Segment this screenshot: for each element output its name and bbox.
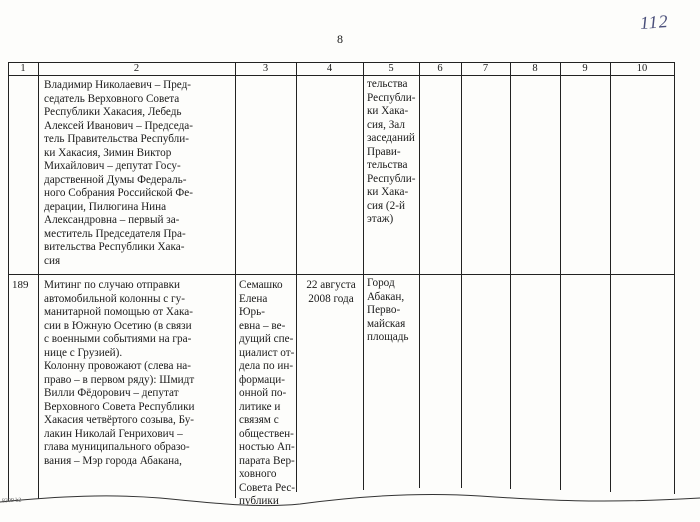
cell-line: этаж) bbox=[367, 213, 419, 227]
col-divider-1 bbox=[38, 62, 39, 500]
cell-line: ки Хакасия, Зимин Виктор bbox=[44, 147, 230, 161]
cell-line: дарственной Думы Федераль- bbox=[44, 174, 230, 188]
cell-line: формаци- bbox=[239, 374, 296, 388]
cell-line: манитарной помощью от Хака- bbox=[44, 306, 230, 320]
header-bottom-border bbox=[8, 75, 674, 76]
cell-line: дущий спе- bbox=[239, 333, 296, 347]
cell-line: седатель Верховного Совета bbox=[44, 93, 230, 107]
cell-line: дела по ин- bbox=[239, 360, 296, 374]
cell-line: публики bbox=[239, 495, 296, 509]
row-separator bbox=[8, 274, 674, 275]
col-header-1: 1 bbox=[8, 63, 38, 74]
cell-line: вания – Мэр города Абакана, bbox=[44, 455, 230, 469]
cell-line: Михайлович – депутат Госу- bbox=[44, 160, 230, 174]
cell-line: Совета Рес- bbox=[239, 482, 296, 496]
cell-line: Республи- bbox=[367, 173, 419, 187]
cell-line: 2008 года bbox=[300, 293, 362, 307]
cell-line: литике и bbox=[239, 401, 296, 415]
cell-line: Алексей Иванович – Председа- bbox=[44, 120, 230, 134]
cell-line: онной по- bbox=[239, 387, 296, 401]
cell-line: тельства bbox=[367, 159, 419, 173]
col-header-5: 5 bbox=[363, 63, 419, 74]
cell-line: циалист от- bbox=[239, 347, 296, 361]
col-header-9: 9 bbox=[560, 63, 610, 74]
col-header-6: 6 bbox=[419, 63, 461, 74]
cell-line: автомобильной колонны с гу- bbox=[44, 293, 230, 307]
cell-line: меститель Председателя Пра- bbox=[44, 228, 230, 242]
cell-line: парата Вер- bbox=[239, 455, 296, 469]
cell-line: Республики Хакасия, Лебедь bbox=[44, 106, 230, 120]
col-divider-4 bbox=[363, 62, 364, 490]
cell-line: Абакан, bbox=[367, 291, 419, 305]
cell-line: сия bbox=[44, 255, 230, 269]
row1-description bbox=[44, 79, 230, 268]
cell-line: сии в Южную Осетию (в связи bbox=[44, 320, 230, 334]
cell-line: ховного bbox=[239, 468, 296, 482]
cell-line: 22 августа bbox=[300, 279, 362, 293]
row2-description bbox=[44, 279, 230, 468]
col-divider-7 bbox=[510, 62, 511, 489]
cell-line: Колонну провожают (слева на- bbox=[44, 360, 230, 374]
cell-line: Владимир Николаевич – Пред- bbox=[44, 79, 230, 93]
cell-line: связям с bbox=[239, 414, 296, 428]
cell-line: Республи- bbox=[367, 92, 419, 106]
col-divider-9 bbox=[610, 62, 611, 492]
cell-line: дерации, Пилюгина Нина bbox=[44, 201, 230, 215]
col-header-3: 3 bbox=[235, 63, 296, 74]
col-header-7: 7 bbox=[461, 63, 510, 74]
cell-line: вительства Республики Хака- bbox=[44, 241, 230, 255]
col-header-8: 8 bbox=[510, 63, 560, 74]
col-divider-2 bbox=[235, 62, 236, 498]
cell-line: тель Правительства Республи- bbox=[44, 133, 230, 147]
cell-line: сия, Зал bbox=[367, 119, 419, 133]
page-number: 8 bbox=[337, 32, 343, 47]
col-divider-8 bbox=[560, 62, 561, 490]
col-header-4: 4 bbox=[296, 63, 363, 74]
cell-line: ного Собрания Российской Фе- bbox=[44, 187, 230, 201]
cell-line: ки Хака- bbox=[367, 105, 419, 119]
cell-line: Митинг по случаю отправки bbox=[44, 279, 230, 293]
page-bottom-edge bbox=[0, 492, 700, 518]
row2-author bbox=[239, 279, 296, 522]
cell-line: Елена Юрь- bbox=[239, 293, 296, 320]
cell-line: право – в первом ряду): Шмидт bbox=[44, 374, 230, 388]
col-divider-5 bbox=[419, 62, 420, 488]
cell-line: Город bbox=[367, 277, 419, 291]
cell-line: Вилли Фёдорович – депутат bbox=[44, 387, 230, 401]
cell-line: заседаний bbox=[367, 132, 419, 146]
cell-line: глава муниципального образо- bbox=[44, 441, 230, 455]
cell-line: Александровна – первый за- bbox=[44, 214, 230, 228]
cell-line: евна – ве- bbox=[239, 320, 296, 334]
cell-line: ки Хака- bbox=[367, 186, 419, 200]
col-divider-3 bbox=[296, 62, 297, 492]
col-header-2: 2 bbox=[38, 63, 235, 74]
cell-line: Семашко bbox=[239, 279, 296, 293]
cell-line: Перво- bbox=[367, 304, 419, 318]
row1-location bbox=[367, 78, 419, 227]
cell-line: Верховного Совета Республики bbox=[44, 401, 230, 415]
cell-line: Хакасия четвёртого созыва, Бу- bbox=[44, 414, 230, 428]
cell-line: ностью Ап- bbox=[239, 441, 296, 455]
cell-line: Прави- bbox=[367, 146, 419, 160]
cell-line: лакин Николай Генрихович – bbox=[44, 428, 230, 442]
col-divider-6 bbox=[461, 62, 462, 488]
edge-code: 8309 h2 bbox=[2, 498, 22, 505]
handwritten-page-number: 112 bbox=[639, 11, 669, 34]
row2-location bbox=[367, 277, 419, 345]
table-right-border bbox=[674, 62, 675, 494]
col-header-10: 10 bbox=[610, 63, 674, 74]
cell-line: сия (2-й bbox=[367, 200, 419, 214]
cell-line: с военными событиями на гра- bbox=[44, 333, 230, 347]
cell-line: тельства bbox=[367, 78, 419, 92]
cell-line: обществен- bbox=[239, 428, 296, 442]
row2-number: 189 bbox=[12, 279, 29, 291]
table-left-border bbox=[8, 62, 9, 502]
cell-line: майская bbox=[367, 318, 419, 332]
cell-line: площадь bbox=[367, 331, 419, 345]
row2-date bbox=[300, 279, 362, 306]
cell-line: нице с Грузией). bbox=[44, 347, 230, 361]
